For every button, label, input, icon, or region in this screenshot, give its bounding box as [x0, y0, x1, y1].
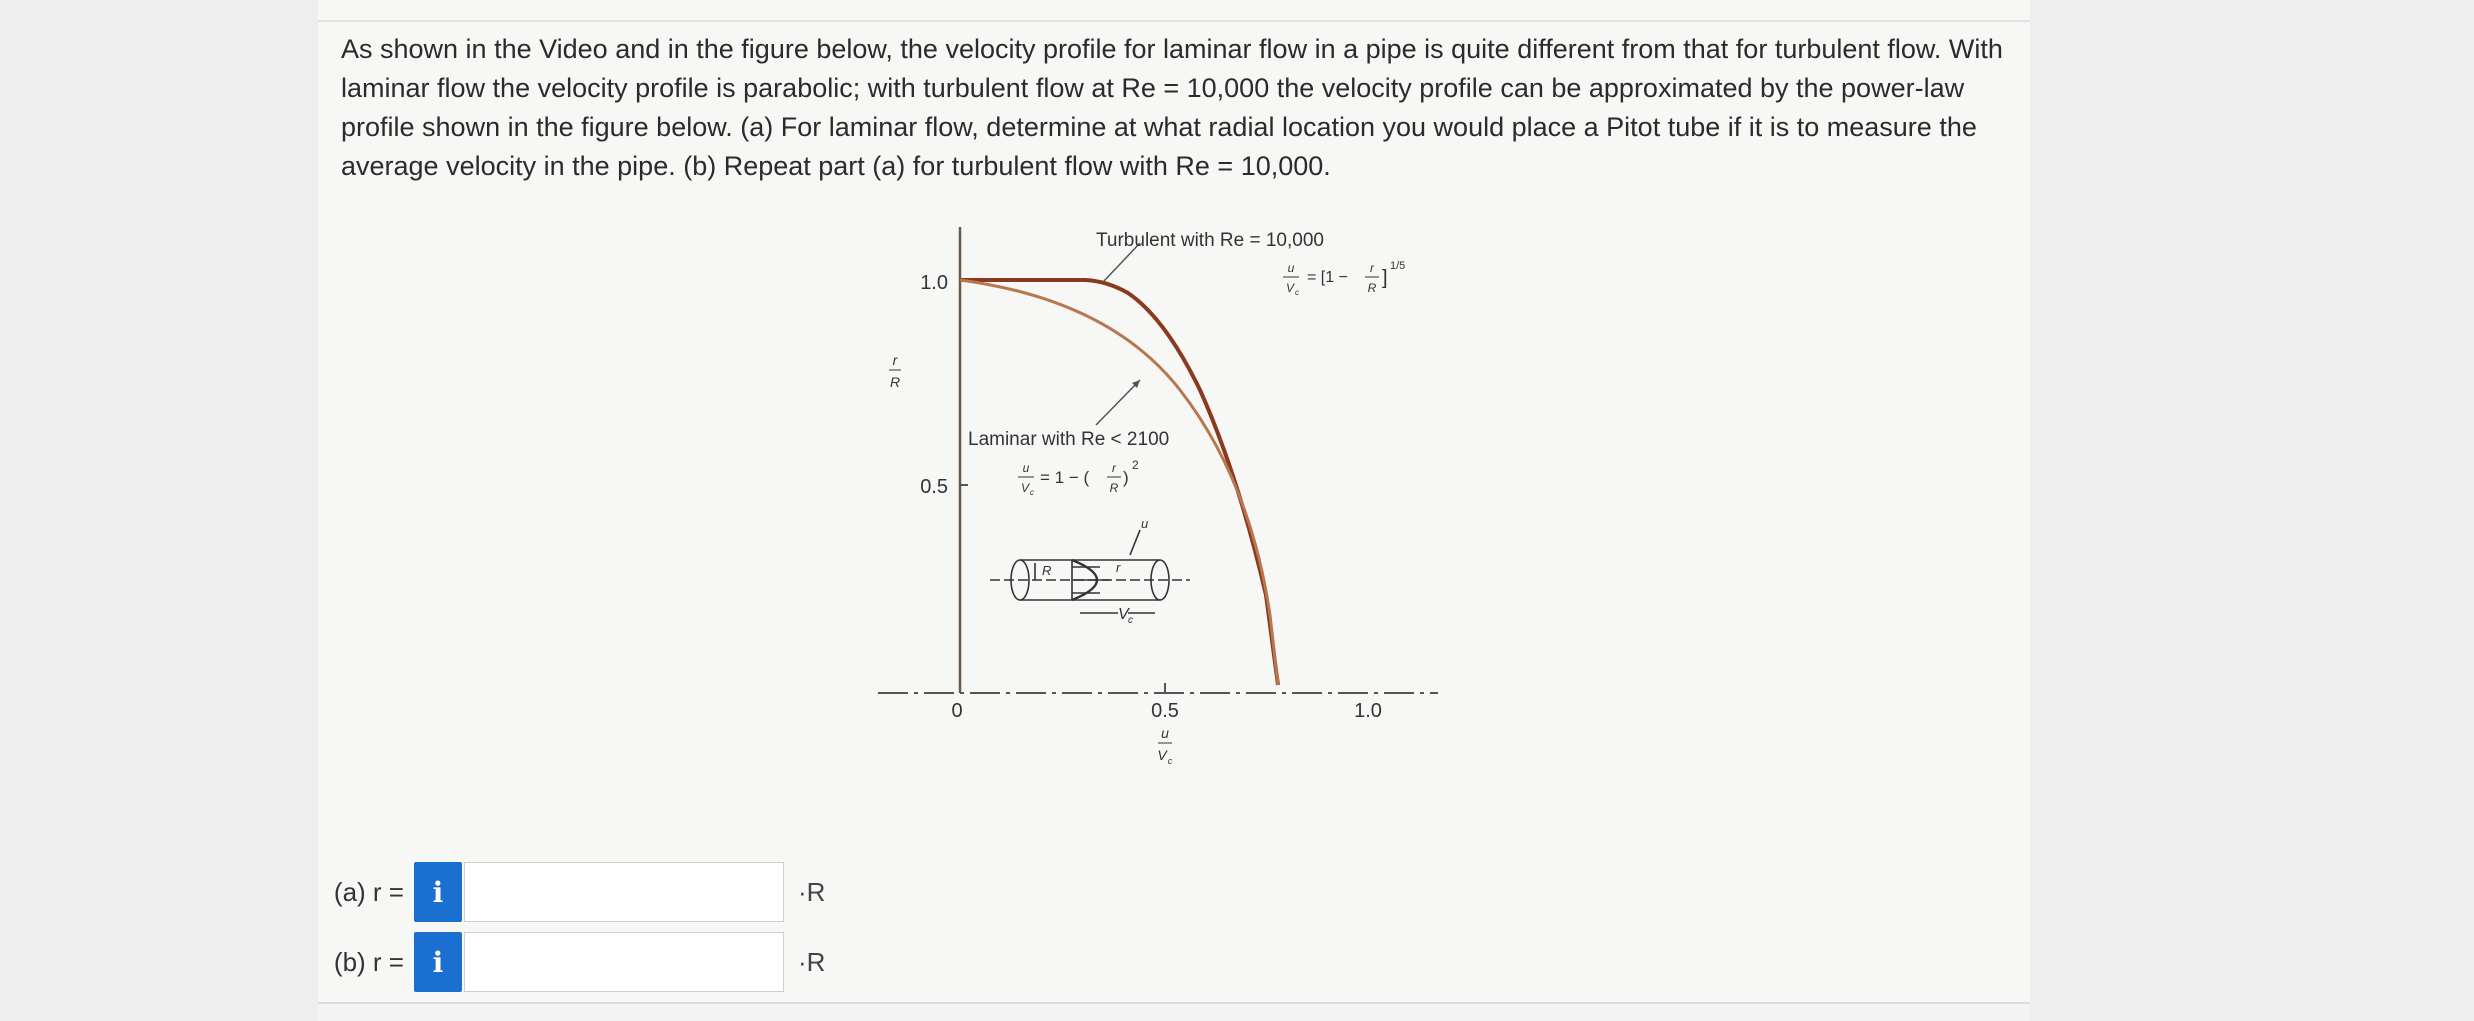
turbulent-equation	[1283, 260, 1405, 297]
turb-eq-R: R	[1367, 281, 1377, 295]
laminar-profile-curve	[960, 280, 1278, 685]
lam-eq-R: R	[1109, 481, 1119, 495]
info-icon[interactable]: i	[414, 862, 462, 922]
problem-text-rest: and in the figure below, the velocity profile for laminar flow in a pipe is quite different from that for turbulent flow. With laminar flow the velocity profile is parabolic; with turbulent flow at Re = 10,000 the velocity profile can be approximated by the power-law profile shown in the figure below. (a) For laminar flow, determine at what radial location you would place a Pitot tube if it is to measure the average velocity in the pipe. (b) Repeat part (a) for turbulent flow with Re = 10,000.	[341, 34, 2003, 181]
turb-eq-v: V	[1285, 281, 1295, 295]
turbulent-label: Turbulent with Re = 10,000	[1096, 230, 1324, 251]
y-axis-label-num: r	[892, 352, 898, 368]
unit-label-a: ·R	[798, 876, 826, 907]
bottom-divider	[318, 1002, 2030, 1021]
unit-label-b: ·R	[798, 946, 826, 977]
x-axis-label-sub: c	[1167, 756, 1173, 766]
answer-input-a[interactable]	[464, 862, 784, 922]
turb-eq-exp: 1/5	[1390, 260, 1406, 272]
x-axis-label-num: u	[1161, 725, 1169, 741]
turb-eq-r: r	[1370, 261, 1374, 275]
x-tick-0-5: 0.5	[1151, 700, 1179, 722]
answer-row-b	[318, 930, 825, 994]
x-tick-0: 0	[951, 700, 963, 722]
lam-eq-paren: )	[1123, 468, 1129, 487]
inset-label-u: u	[1141, 516, 1149, 531]
turb-eq-mid: = [1 −	[1307, 269, 1348, 286]
lam-eq-u: u	[1022, 461, 1030, 475]
inset-label-v: V	[1118, 606, 1129, 623]
lam-eq-exp: 2	[1132, 458, 1139, 472]
inset-label-r: r	[1116, 560, 1121, 575]
inset-label-vsub: c	[1128, 615, 1133, 626]
y-axis-label-den: R	[889, 374, 901, 390]
turbulent-profile-curve	[960, 280, 1278, 685]
lam-eq-vsub: c	[1030, 488, 1034, 497]
answer-label-b: (b) r =	[333, 946, 404, 977]
divider	[318, 20, 2030, 22]
answer-input-b[interactable]	[464, 932, 784, 992]
video-link[interactable]: Video	[539, 34, 608, 64]
y-tick-1: 1.0	[920, 272, 948, 294]
laminar-equation	[1018, 458, 1139, 497]
velocity-profile-figure	[860, 215, 1460, 790]
laminar-label: Laminar with Re < 2100	[968, 429, 1170, 450]
x-tick-1: 1.0	[1354, 700, 1382, 722]
lam-eq-v: V	[1020, 481, 1030, 495]
problem-statement	[341, 30, 2011, 186]
answer-label-a: (a) r =	[333, 876, 404, 907]
inset-label-R: R	[1042, 563, 1052, 578]
lam-eq-r: r	[1112, 461, 1116, 475]
y-tick-0-5: 0.5	[920, 476, 948, 498]
x-axis-label-den: V	[1157, 747, 1167, 763]
turb-eq-vsub: c	[1295, 288, 1299, 297]
info-icon[interactable]: i	[414, 932, 462, 992]
problem-text-start: As shown in the	[341, 34, 540, 64]
pipe-inset-diagram	[990, 530, 1190, 613]
answer-row-a	[318, 860, 825, 924]
turb-eq-u: u	[1287, 261, 1295, 275]
lam-eq-mid: = 1 − (	[1040, 468, 1090, 487]
turb-eq-bracket: ]	[1382, 267, 1388, 289]
